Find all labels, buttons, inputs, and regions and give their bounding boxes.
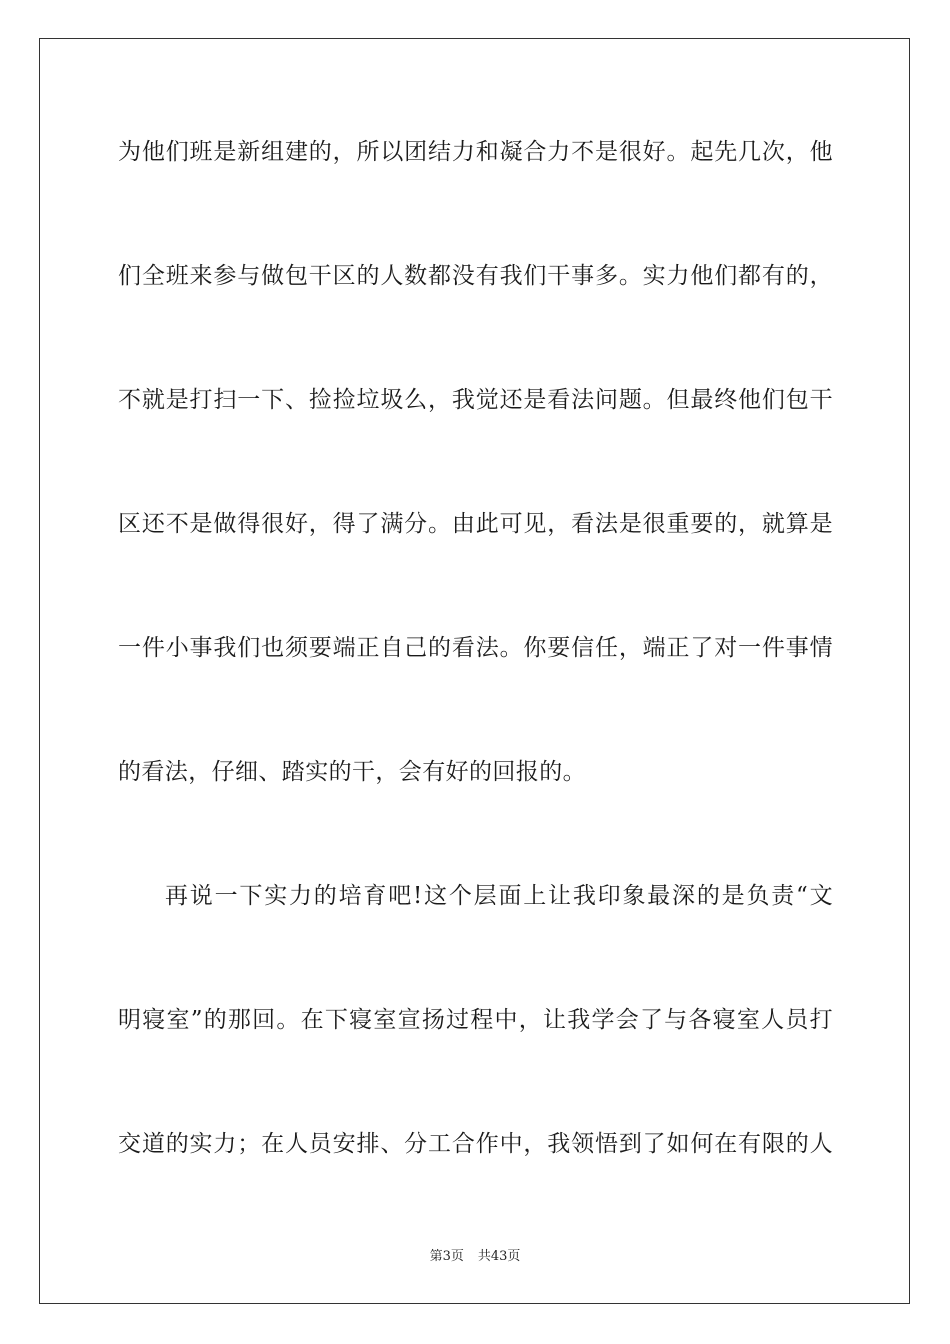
page-border [39,38,910,1304]
body-text-line-8: 明寝室”的那回。在下寝室宣扬过程中，让我学会了与各寝室人员打 [118,1007,833,1033]
page-footer [0,1248,950,1266]
body-text-line-2: 们全班来参与做包干区的人数都没有我们干事多。实力他们都有的， [118,263,833,289]
page-number: 第3页 [429,1249,464,1264]
body-text-line-1: 为他们班是新组建的，所以团结力和凝合力不是很好。起先几次，他 [118,139,833,165]
body-text-line-7: 再说一下实力的培育吧!这个层面上让我印象最深的是负责“文 [165,883,833,909]
body-text-line-3: 不就是打扫一下、捡捡垃圾么，我觉还是看法问题。但最终他们包干 [118,387,833,413]
body-text-line-4: 区还不是做得很好，得了满分。由此可见，看法是很重要的，就算是 [118,511,833,537]
page-total: 共43页 [477,1249,521,1264]
body-text-line-6: 的看法，仔细、踏实的干，会有好的回报的。 [118,759,586,785]
body-text-line-5: 一件小事我们也须要端正自己的看法。你要信任，端正了对一件事情 [118,635,833,661]
body-text-line-9: 交道的实力；在人员安排、分工合作中，我领悟到了如何在有限的人 [118,1131,833,1157]
